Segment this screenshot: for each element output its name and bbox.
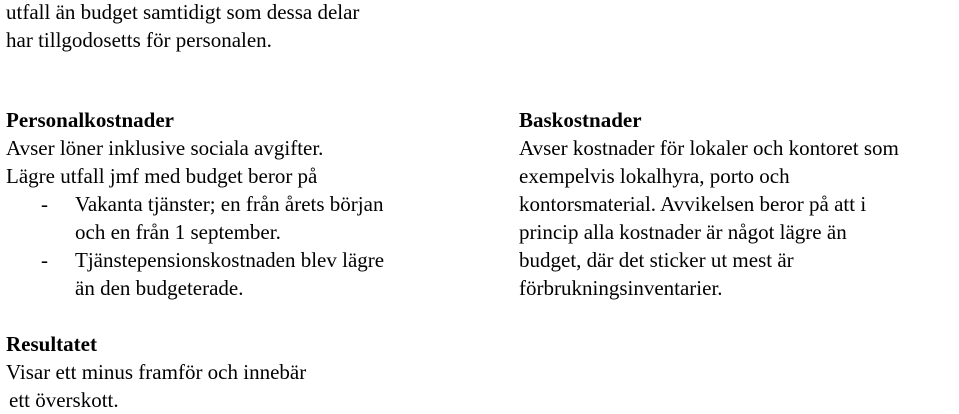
result-line-1: Visar ett minus framför och innebär (6, 360, 307, 384)
bas-line-6: förbrukningsinventarier. (519, 276, 723, 300)
personalkostnader-heading: Personalkostnader (6, 108, 174, 132)
bullet-text: Tjänstepensionskostnaden blev lägre (75, 248, 385, 272)
personal-line-1: Avser löner inklusive sociala avgifter. (6, 136, 324, 160)
bas-line-5: budget, där det sticker ut mest är (519, 248, 794, 272)
intro-line-2: har tillgodosetts för personalen. (6, 28, 272, 52)
baskostnader-heading: Baskostnader (519, 108, 642, 132)
resultatet-section (6, 330, 306, 414)
result-line-2: ett överskott. (9, 388, 119, 412)
bullet-continuation: än den budgeterade. (75, 276, 244, 300)
bullet-dash: - (41, 248, 48, 272)
baskostnader-section (519, 106, 899, 302)
personal-line-2: Lägre utfall jmf med budget beror på (6, 164, 318, 188)
intro-line-1: utfall än budget samtidigt som dessa delar (6, 0, 360, 24)
personal-bullet-2 (6, 246, 384, 274)
bas-line-2: exempelvis lokalhyra, porto och (519, 164, 790, 188)
bullet-dash: - (41, 192, 48, 216)
personalkostnader-section (6, 106, 384, 302)
bas-line-4: princip alla kostnader är något lägre än (519, 220, 847, 244)
resultatet-heading: Resultatet (6, 332, 97, 356)
bas-line-1: Avser kostnader för lokaler och kontoret som (519, 136, 899, 160)
bas-line-3: kontorsmaterial. Avvikelsen beror på att i (519, 192, 867, 216)
bullet-continuation: och en från 1 september. (75, 220, 281, 244)
personal-bullet-1 (6, 190, 384, 218)
intro-paragraph (6, 0, 359, 54)
bullet-text: Vakanta tjänster; en från årets början (75, 192, 384, 216)
